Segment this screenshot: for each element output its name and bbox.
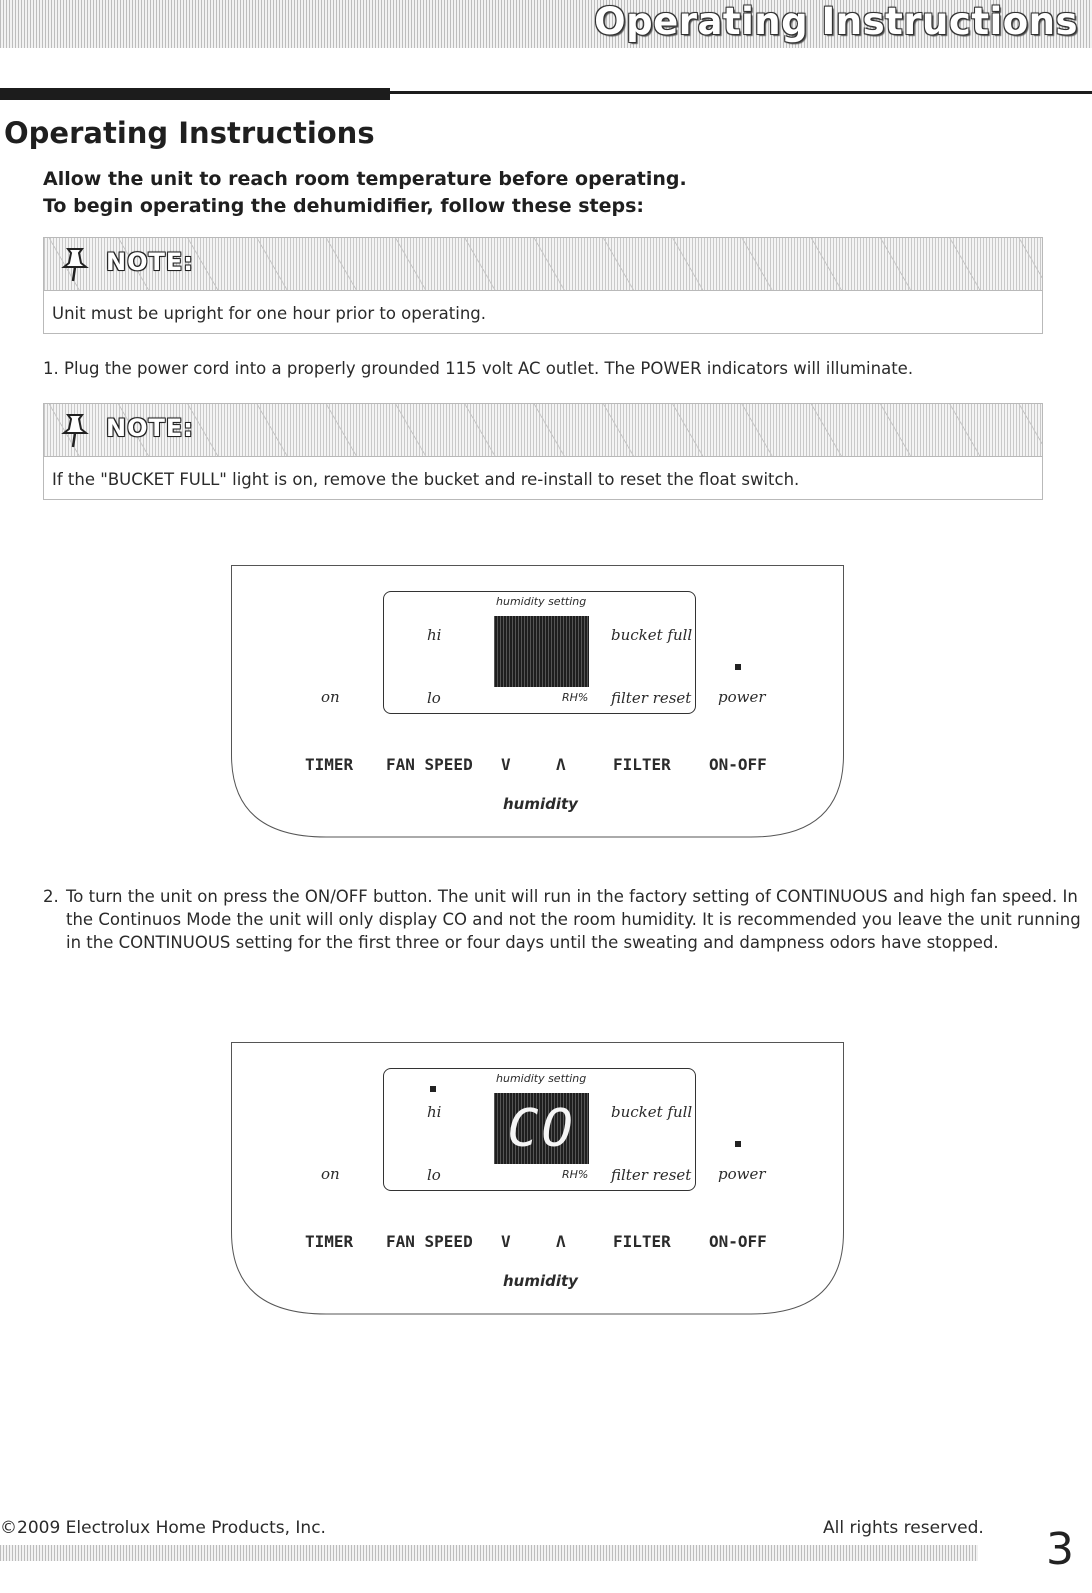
humidity-label: humidity [503, 1272, 578, 1290]
filter-button[interactable]: FILTER [613, 1232, 671, 1251]
intro-line-1: Allow the unit to reach room temperature before operating. [43, 168, 687, 190]
intro-line-2: To begin operating the dehumidifier, follow these steps: [43, 195, 645, 217]
display-frame [383, 591, 696, 714]
humidity-up-button[interactable]: Λ [556, 1232, 566, 1251]
display-frame [383, 1068, 696, 1191]
humidity-up-button[interactable]: Λ [556, 755, 566, 774]
humidity-down-button[interactable]: V [501, 1232, 511, 1251]
note-box-2 [43, 403, 1043, 500]
humidity-down-button[interactable]: V [501, 755, 511, 774]
footer-band [0, 1545, 978, 1561]
pushpin-icon [60, 247, 90, 283]
power-label: power [718, 688, 766, 706]
page-title: Operating Instructions [4, 116, 375, 150]
lo-label: lo [427, 689, 441, 707]
filter-reset-label: filter reset [611, 689, 692, 707]
pushpin-icon [60, 413, 90, 449]
on-off-button[interactable]: ON-OFF [709, 755, 767, 774]
filter-button[interactable]: FILTER [613, 755, 671, 774]
note-text: Unit must be upright for one hour prior to operating. [52, 304, 487, 323]
footer-copyright: ©2009 Electrolux Home Products, Inc. [0, 1518, 326, 1538]
header-banner [0, 0, 1092, 48]
power-indicator-light [735, 664, 741, 670]
lo-label: lo [427, 1166, 441, 1184]
note-text: If the "BUCKET FULL" light is on, remove the bucket and re-install to reset the float switch. [52, 470, 800, 489]
note-label: NOTE: [106, 248, 194, 276]
hi-label: hi [427, 626, 442, 644]
step-1 [43, 357, 913, 380]
lcd-readout: CO [507, 1099, 576, 1159]
header-banner-title: Operating Instructions [594, 0, 1078, 43]
lcd-display [494, 616, 589, 687]
note-box-1 [43, 237, 1043, 334]
hi-label: hi [427, 1103, 442, 1121]
bucket-full-label: bucket full [611, 626, 693, 644]
page-number: 3 [1046, 1524, 1074, 1575]
lcd-display [494, 1093, 589, 1164]
timer-button[interactable]: TIMER [305, 755, 354, 774]
step-2 [43, 885, 1083, 954]
power-indicator-light [735, 1141, 741, 1147]
rh-label: RH% [562, 691, 589, 704]
on-label: on [321, 1165, 340, 1183]
timer-button[interactable]: TIMER [305, 1232, 354, 1251]
filter-reset-label: filter reset [611, 1166, 692, 1184]
humidity-setting-label: humidity setting [496, 1072, 587, 1085]
footer-rights: All rights reserved. [823, 1518, 984, 1538]
step-number: 1. [43, 359, 59, 378]
step-number: 2. [43, 887, 59, 906]
fan-speed-button[interactable]: FAN SPEED [386, 1232, 473, 1251]
control-panel-diagram-1 [231, 565, 844, 843]
control-panel-diagram-2 [231, 1042, 844, 1320]
step-text: To turn the unit on press the ON/OFF button. The unit will run in the factory setting of CONTINUOUS and high fan speed. In the Continuos Mode the unit will only display CO and not the room humidity. It is recommended you leave the unit running in the CONTINUOUS setting for the first three or four days until the sweating and dampness odors have stopped. [66, 887, 1081, 952]
step-text: Plug the power cord into a properly grounded 115 volt AC outlet. The POWER indicators will illuminate. [64, 359, 914, 378]
note-header [44, 404, 1042, 457]
power-label: power [718, 1165, 766, 1183]
on-off-button[interactable]: ON-OFF [709, 1232, 767, 1251]
humidity-setting-label: humidity setting [496, 595, 587, 608]
on-label: on [321, 688, 340, 706]
bucket-full-label: bucket full [611, 1103, 693, 1121]
rh-label: RH% [562, 1168, 589, 1181]
fan-speed-button[interactable]: FAN SPEED [386, 755, 473, 774]
note-label: NOTE: [106, 414, 194, 442]
note-header [44, 238, 1042, 291]
section-rule-thin [390, 91, 1092, 94]
humidity-label: humidity [503, 795, 578, 813]
section-rule-thick [0, 88, 390, 100]
hi-indicator-light [430, 1086, 436, 1092]
